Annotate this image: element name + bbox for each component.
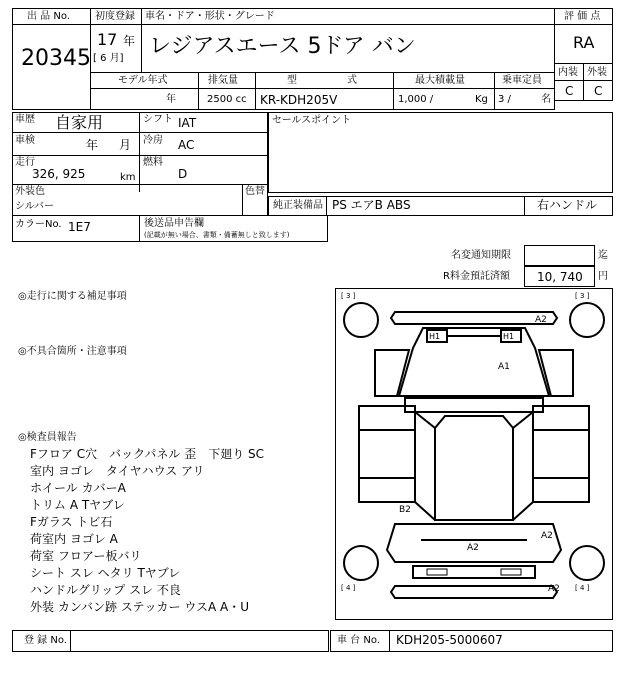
lot-label: 出 品 No. [27, 11, 70, 22]
mileage-unit: km [120, 172, 136, 183]
shipping-note: (記載が無い場合、書類・備蓄無しと致します) [144, 231, 290, 239]
recycle-box [524, 266, 595, 287]
ext-color: シルバー [15, 201, 55, 212]
car-name-label: 車名・ドア・形状・グレード [145, 11, 275, 22]
history-label: 車歴 [15, 114, 35, 125]
inspector-label: ◎検査員報告 [18, 432, 77, 443]
model-year-unit: 年 [166, 94, 176, 105]
mileage: 326, 925 [32, 167, 86, 181]
inspection-label: 車検 [15, 135, 35, 146]
equipment-label: 純正装備品 [273, 200, 323, 211]
color-change-label: 色替 [245, 186, 265, 197]
max-load: 1,000 / [398, 94, 434, 105]
registration-label: 登 録 No. [24, 635, 67, 646]
first-reg-label: 初度登録 [95, 11, 135, 22]
meter-change-box [524, 245, 595, 266]
inspection-month: 月 [119, 138, 132, 152]
capacity-unit: 名 [541, 94, 551, 105]
sales-point-label: セールスポイント [272, 115, 352, 126]
defects-notes-label: ◎不具合箇所・注意事項 [18, 346, 127, 357]
grade-cell [554, 24, 613, 64]
report-line: Fガラス トビ石 [30, 515, 113, 529]
chassis-no: KDH205-5000607 [396, 633, 503, 647]
report-line: シート スレ ヘタリ Tヤブレ [30, 566, 181, 580]
exterior-grade-cell [583, 80, 613, 101]
mileage-label: 走行 [15, 157, 35, 168]
meter-change-unit: 迄 [598, 250, 608, 261]
shift-label: シフト [143, 114, 173, 125]
report-line: トリム A Tヤブレ [30, 498, 125, 512]
aircon: AC [178, 138, 195, 152]
capacity: 3 / [498, 94, 511, 105]
damage-mark: A2 [548, 584, 560, 594]
damage-mark: B2 [399, 505, 411, 515]
damage-mark: H1 [429, 332, 441, 341]
color-no: 1E7 [68, 220, 91, 234]
report-line: 荷室 フロアー板バリ [30, 549, 142, 563]
first-reg-year: 17 [97, 30, 118, 49]
car-header-cell [90, 8, 555, 25]
exterior-grade: C [594, 84, 603, 98]
report-line: ハンドルグリップ スレ 不良 [30, 583, 181, 597]
equipment: PS エアB ABS [332, 198, 411, 212]
type-value: KR-KDH205V [260, 93, 338, 107]
inspection-year: 年 [86, 138, 99, 152]
interior-label-cell [554, 63, 584, 81]
tire-rear-right [570, 546, 604, 580]
report-line: 外装 カンバン跡 ステッカー ウスA A・U [30, 600, 250, 614]
steering: 右ハンドル [537, 198, 598, 212]
interior-grade-cell [554, 80, 584, 101]
first-reg-month: [ 6 月] [93, 53, 124, 64]
tire-label-rear-left: [ 4 ] [341, 584, 356, 592]
damage-mark: A2 [467, 543, 479, 553]
inspector-report [30, 448, 264, 618]
grade-label-cell [554, 8, 613, 25]
aircon-label: 冷房 [143, 135, 163, 146]
sales-point-box [268, 112, 613, 193]
displacement: 2500 cc [207, 94, 247, 105]
tire-label-front-left: [ 3 ] [341, 292, 356, 300]
vehicle-damage-diagram [335, 288, 613, 620]
grade-label: 評 価 点 [564, 11, 601, 22]
damage-mark: A1 [498, 362, 510, 372]
exterior-label-cell [583, 63, 613, 81]
color-no-label: カラーNo. [15, 219, 62, 230]
report-line: Fフロア C穴 バックパネル 歪 下廻り SC [30, 447, 265, 461]
report-line: 荷室内 ヨゴレ A [30, 532, 118, 546]
recycle-label: R料金預託済額 [443, 271, 510, 282]
fuel-label: 燃料 [143, 157, 163, 168]
damage-mark: A2 [541, 531, 553, 541]
tire-label-front-right: [ 3 ] [575, 292, 590, 300]
interior-grade: C [565, 84, 574, 98]
shift: IAT [178, 116, 197, 130]
meter-change-label: 名変通知期限 [451, 250, 511, 261]
grade: RA [573, 33, 595, 52]
capacity-label: 乗車定員 [502, 75, 542, 86]
max-load-unit: Kg [475, 94, 488, 105]
chassis-label: 車 台 No. [337, 635, 380, 646]
type-label: 型 式 [287, 75, 357, 86]
interior-label: 内装 [558, 67, 578, 78]
damage-mark: H1 [503, 332, 515, 341]
year-unit: 年 [123, 34, 136, 48]
report-line: ホイール カバーA [30, 481, 126, 495]
tire-front-right [570, 303, 604, 337]
shipping-label: 後送品申告欄 [144, 218, 204, 229]
model-year-label: モデル年式 [118, 75, 168, 86]
fuel: D [178, 167, 188, 181]
lot-number: 20345 [21, 46, 91, 71]
displacement-label: 排気量 [208, 75, 238, 86]
lot-label-cell [12, 8, 91, 25]
driving-notes-label: ◎走行に関する補足事項 [18, 291, 127, 302]
tire-front-left [344, 303, 378, 337]
lot-number-cell [12, 24, 91, 110]
car-name-cell [90, 24, 555, 73]
exterior-label: 外装 [587, 67, 607, 78]
damage-mark: A2 [535, 315, 547, 325]
ext-color-label: 外装色 [15, 186, 45, 197]
recycle-value: 10, 740 [537, 270, 583, 284]
report-line: 室内 ヨゴレ タイヤハウス アリ [30, 464, 205, 478]
max-load-label: 最大積載量 [415, 75, 465, 86]
recycle-unit: 円 [598, 271, 608, 282]
tire-rear-left [344, 546, 378, 580]
car-name: レジアスエース 5ドア バン [149, 34, 416, 59]
history: 自家用 [55, 113, 104, 132]
tire-label-rear-right: [ 4 ] [575, 584, 590, 592]
